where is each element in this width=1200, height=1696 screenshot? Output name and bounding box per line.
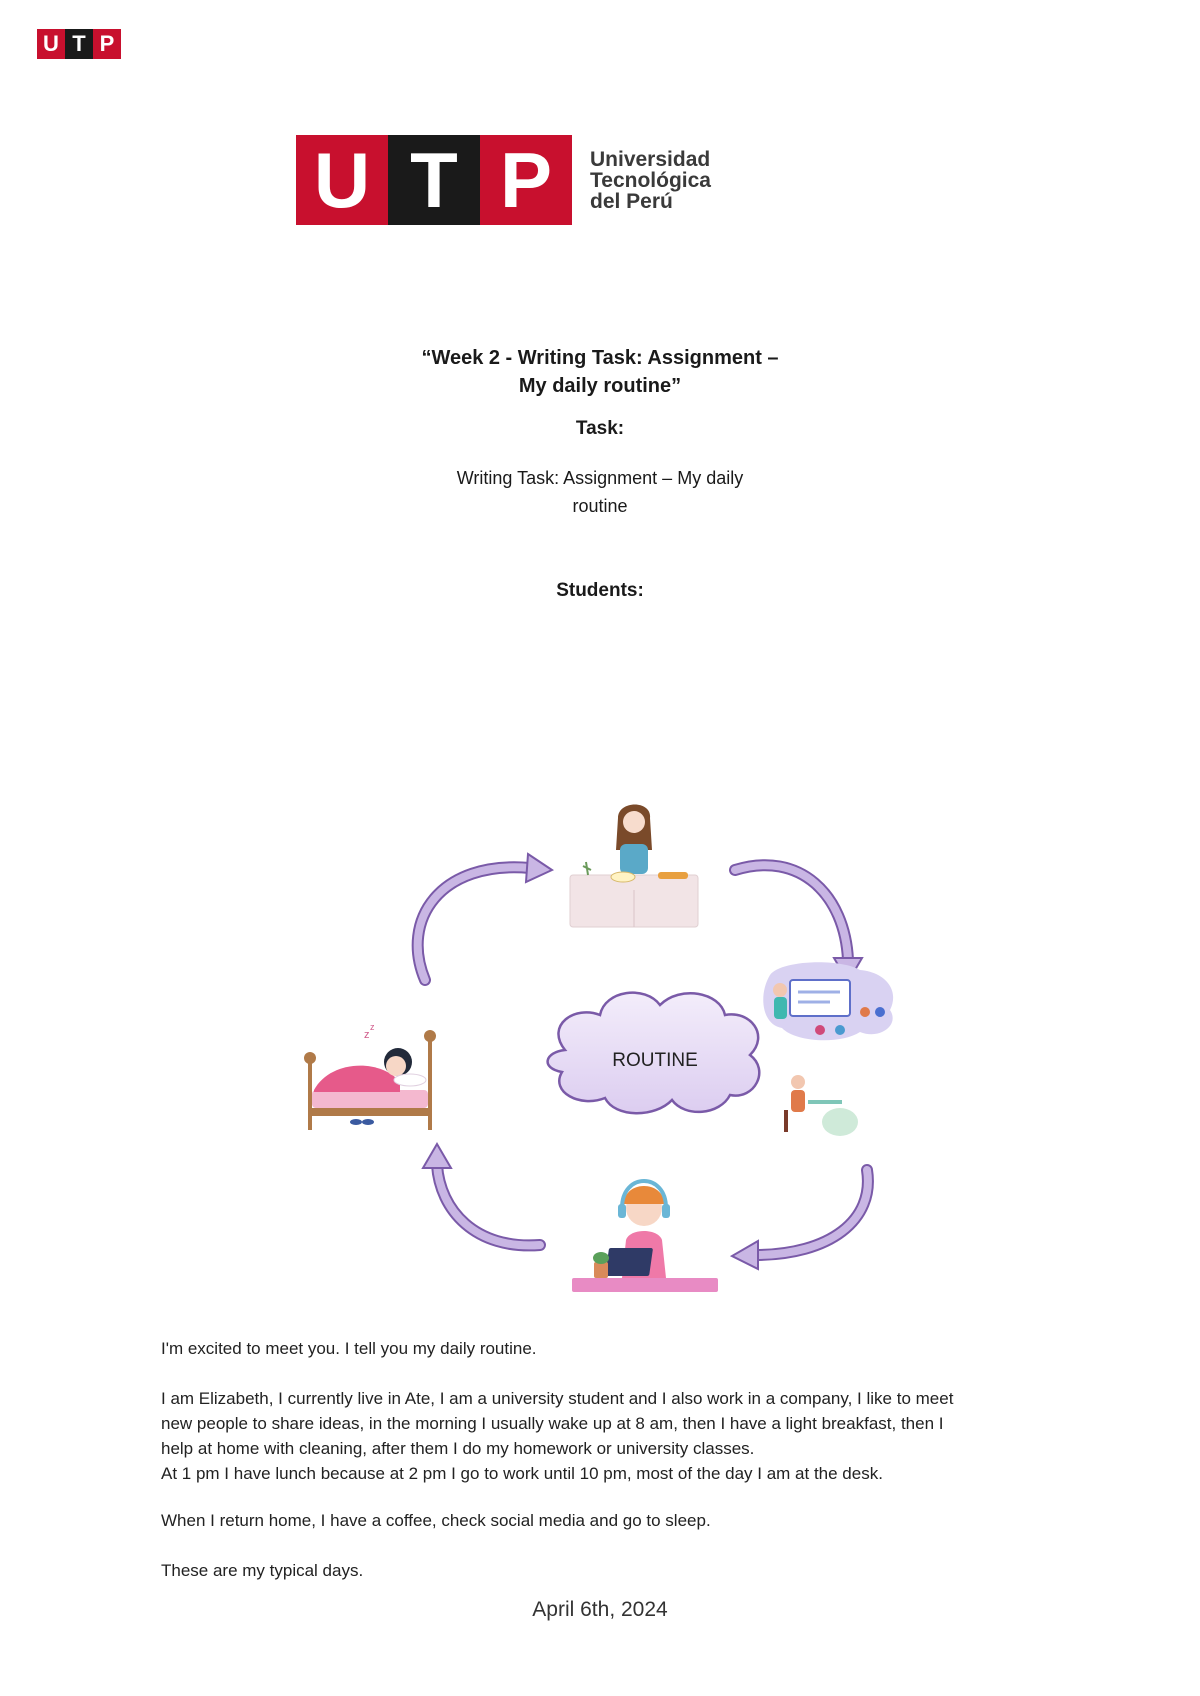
laptop-homework-icon — [572, 1181, 718, 1292]
body-line: new people to share ideas, in the morning I usually wake up at 8 am, then I have a light breakfast, then I — [161, 1414, 944, 1433]
task-line-1: Writing Task: Assignment – My daily — [456, 468, 744, 488]
svg-text:z: z — [370, 1022, 375, 1032]
task-description — [0, 464, 1200, 520]
body-line: At 1 pm I have lunch because at 2 pm I go to work until 10 pm, most of the day I am at the desk. — [161, 1464, 883, 1483]
title-line-1: “Week 2 - Writing Task: Assignment – — [421, 347, 779, 369]
body-line: When I return home, I have a coffee, check social media and go to sleep. — [161, 1511, 711, 1530]
routine-diagram — [300, 800, 940, 1300]
body-line: These are my typical days. — [161, 1561, 364, 1580]
body-line: help at home with cleaning, after them I do my homework or university classes. — [161, 1439, 755, 1458]
corner-logo-letter: T — [65, 29, 93, 59]
title-line-2: My daily routine” — [518, 375, 682, 397]
closing-paragraph — [161, 1558, 1061, 1583]
routine-cloud — [548, 993, 760, 1114]
corner-logo-letter: P — [93, 29, 121, 59]
logo-university-name — [590, 149, 711, 212]
task-label: Task: — [575, 418, 625, 439]
corner-logo-letter: U — [37, 29, 65, 59]
sleep-icon — [304, 1022, 436, 1130]
logo-letter-u: U — [296, 135, 388, 225]
task-line-2: routine — [572, 496, 628, 516]
arrow-sleep-to-breakfast — [418, 854, 552, 980]
routine-label: ROUTINE — [612, 1050, 698, 1071]
students-label: Students: — [556, 580, 644, 601]
logo-word: del Perú — [590, 189, 673, 213]
arrow-homework-to-sleep — [423, 1144, 540, 1245]
utp-logo — [296, 135, 711, 225]
breakfast-icon — [570, 805, 698, 928]
arrow-work-to-homework — [732, 1170, 868, 1269]
document-date: April 6th, 2024 — [532, 1598, 668, 1621]
logo-word: Tecnológica — [590, 168, 711, 192]
svg-text:z: z — [364, 1029, 370, 1041]
corner-utp-logo — [37, 29, 121, 59]
document-title — [0, 344, 1200, 400]
work-class-icon — [763, 962, 893, 1136]
logo-letter-p: P — [480, 135, 572, 225]
logo-letter-t: T — [388, 135, 480, 225]
body-line: I'm excited to meet you. I tell you my daily routine. — [161, 1339, 537, 1358]
logo-word: Universidad — [590, 147, 711, 171]
routine-paragraph — [161, 1386, 1061, 1486]
intro-paragraph — [161, 1336, 1061, 1361]
body-line: I am Elizabeth, I currently live in Ate, I am a university student and I also work in a company, I like to meet — [161, 1389, 954, 1408]
evening-paragraph — [161, 1508, 1061, 1533]
